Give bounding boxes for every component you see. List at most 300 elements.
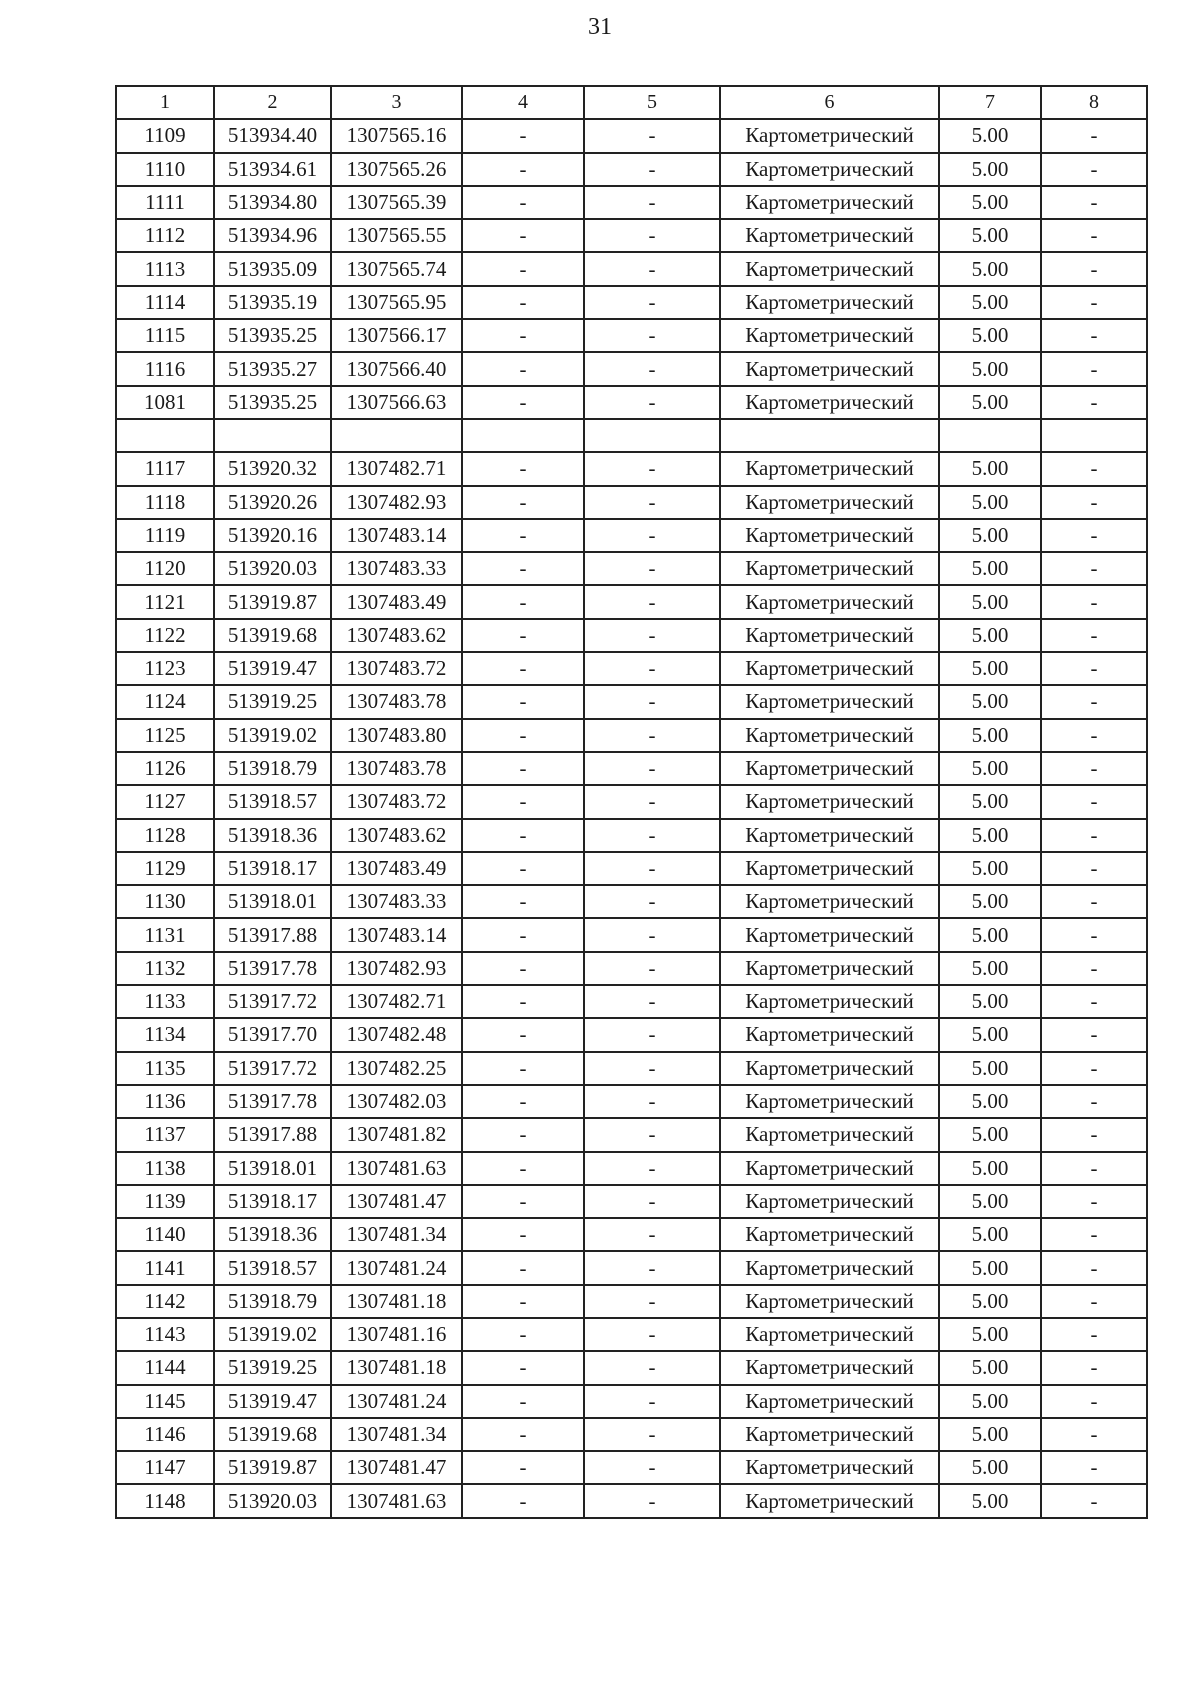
column-4-cell: - bbox=[462, 985, 584, 1018]
column-5-cell: - bbox=[584, 319, 720, 352]
column-8-cell: - bbox=[1041, 519, 1147, 552]
accuracy-cell: 5.00 bbox=[939, 1484, 1041, 1517]
x-coordinate-cell: 513919.87 bbox=[214, 585, 331, 618]
column-header: 4 bbox=[462, 86, 584, 119]
column-8-cell: - bbox=[1041, 119, 1147, 152]
point-number-cell: 1137 bbox=[116, 1118, 214, 1151]
column-8-cell: - bbox=[1041, 1052, 1147, 1085]
column-8-cell: - bbox=[1041, 219, 1147, 252]
accuracy-cell: 5.00 bbox=[939, 1152, 1041, 1185]
point-number-cell: 1121 bbox=[116, 585, 214, 618]
accuracy-cell: 5.00 bbox=[939, 1052, 1041, 1085]
accuracy-cell: 5.00 bbox=[939, 186, 1041, 219]
method-cell: Картометрический bbox=[720, 452, 939, 485]
y-coordinate-cell: 1307483.33 bbox=[331, 552, 462, 585]
column-4-cell: - bbox=[462, 1185, 584, 1218]
method-cell: Картометрический bbox=[720, 219, 939, 252]
point-number-cell: 1139 bbox=[116, 1185, 214, 1218]
point-number-cell: 1110 bbox=[116, 153, 214, 186]
point-number-cell: 1109 bbox=[116, 119, 214, 152]
column-5-cell: - bbox=[584, 452, 720, 485]
column-8-cell: - bbox=[1041, 1385, 1147, 1418]
accuracy-cell: 5.00 bbox=[939, 719, 1041, 752]
method-cell: Картометрический bbox=[720, 286, 939, 319]
column-8-cell: - bbox=[1041, 918, 1147, 951]
column-8-cell: - bbox=[1041, 552, 1147, 585]
point-number-cell: 1135 bbox=[116, 1052, 214, 1085]
column-5-cell: - bbox=[584, 885, 720, 918]
point-number-cell: 1115 bbox=[116, 319, 214, 352]
accuracy-cell: 5.00 bbox=[939, 452, 1041, 485]
accuracy-cell: 5.00 bbox=[939, 852, 1041, 885]
x-coordinate-cell: 513920.03 bbox=[214, 1484, 331, 1517]
y-coordinate-cell: 1307482.48 bbox=[331, 1018, 462, 1051]
method-cell: Картометрический bbox=[720, 486, 939, 519]
y-coordinate-cell: 1307565.26 bbox=[331, 153, 462, 186]
method-cell: Картометрический bbox=[720, 952, 939, 985]
column-header: 2 bbox=[214, 86, 331, 119]
method-cell: Картометрический bbox=[720, 1018, 939, 1051]
accuracy-cell: 5.00 bbox=[939, 219, 1041, 252]
method-cell: Картометрический bbox=[720, 1418, 939, 1451]
column-8-cell: - bbox=[1041, 1152, 1147, 1185]
column-8-cell: - bbox=[1041, 785, 1147, 818]
point-number-cell: 1146 bbox=[116, 1418, 214, 1451]
method-cell: Картометрический bbox=[720, 585, 939, 618]
x-coordinate-cell: 513918.17 bbox=[214, 1185, 331, 1218]
column-8-cell: - bbox=[1041, 852, 1147, 885]
column-4-cell: - bbox=[462, 1484, 584, 1517]
method-cell: Картометрический bbox=[720, 819, 939, 852]
column-5-cell: - bbox=[584, 252, 720, 285]
y-coordinate-cell: 1307565.74 bbox=[331, 252, 462, 285]
column-4-cell: - bbox=[462, 1052, 584, 1085]
method-cell: Картометрический bbox=[720, 119, 939, 152]
x-coordinate-cell: 513935.27 bbox=[214, 352, 331, 385]
method-cell: Картометрический bbox=[720, 1451, 939, 1484]
point-number-cell: 1144 bbox=[116, 1351, 214, 1384]
accuracy-cell: 5.00 bbox=[939, 552, 1041, 585]
x-coordinate-cell: 513935.25 bbox=[214, 319, 331, 352]
column-header: 5 bbox=[584, 86, 720, 119]
x-coordinate-cell: 513917.88 bbox=[214, 1118, 331, 1151]
method-cell: Картометрический bbox=[720, 186, 939, 219]
column-header: 1 bbox=[116, 86, 214, 119]
point-number-cell: 1124 bbox=[116, 685, 214, 718]
column-4-cell: - bbox=[462, 952, 584, 985]
table-row bbox=[116, 219, 1147, 252]
x-coordinate-cell: 513935.25 bbox=[214, 386, 331, 419]
column-4-cell: - bbox=[462, 352, 584, 385]
column-8-cell: - bbox=[1041, 1251, 1147, 1284]
column-4-cell: - bbox=[462, 386, 584, 419]
accuracy-cell: 5.00 bbox=[939, 619, 1041, 652]
table-row bbox=[116, 752, 1147, 785]
table-row bbox=[116, 419, 1147, 452]
method-cell: Картометрический bbox=[720, 1351, 939, 1384]
point-number-cell: 1125 bbox=[116, 719, 214, 752]
column-5-cell: - bbox=[584, 918, 720, 951]
accuracy-cell: 5.00 bbox=[939, 319, 1041, 352]
column-8-cell: - bbox=[1041, 186, 1147, 219]
table-row bbox=[116, 985, 1147, 1018]
column-4-cell: - bbox=[462, 752, 584, 785]
accuracy-cell bbox=[939, 419, 1041, 452]
accuracy-cell: 5.00 bbox=[939, 1351, 1041, 1384]
column-8-cell: - bbox=[1041, 352, 1147, 385]
column-8-cell: - bbox=[1041, 1318, 1147, 1351]
column-4-cell: - bbox=[462, 1085, 584, 1118]
table-row bbox=[116, 1418, 1147, 1451]
column-4-cell: - bbox=[462, 1152, 584, 1185]
y-coordinate-cell: 1307481.63 bbox=[331, 1152, 462, 1185]
y-coordinate-cell: 1307482.93 bbox=[331, 952, 462, 985]
accuracy-cell: 5.00 bbox=[939, 985, 1041, 1018]
column-5-cell: - bbox=[584, 1085, 720, 1118]
x-coordinate-cell: 513917.72 bbox=[214, 1052, 331, 1085]
point-number-cell: 1131 bbox=[116, 918, 214, 951]
y-coordinate-cell: 1307481.18 bbox=[331, 1351, 462, 1384]
table-row bbox=[116, 186, 1147, 219]
x-coordinate-cell: 513935.19 bbox=[214, 286, 331, 319]
table-row bbox=[116, 685, 1147, 718]
accuracy-cell: 5.00 bbox=[939, 1118, 1041, 1151]
x-coordinate-cell: 513934.61 bbox=[214, 153, 331, 186]
method-cell: Картометрический bbox=[720, 153, 939, 186]
method-cell: Картометрический bbox=[720, 1185, 939, 1218]
column-8-cell: - bbox=[1041, 1118, 1147, 1151]
accuracy-cell: 5.00 bbox=[939, 286, 1041, 319]
accuracy-cell: 5.00 bbox=[939, 685, 1041, 718]
column-4-cell: - bbox=[462, 1385, 584, 1418]
column-4-cell: - bbox=[462, 219, 584, 252]
column-4-cell: - bbox=[462, 1218, 584, 1251]
column-4-cell: - bbox=[462, 685, 584, 718]
x-coordinate-cell: 513919.25 bbox=[214, 1351, 331, 1384]
x-coordinate-cell: 513919.02 bbox=[214, 719, 331, 752]
point-number-cell: 1136 bbox=[116, 1085, 214, 1118]
table-row bbox=[116, 286, 1147, 319]
column-4-cell: - bbox=[462, 119, 584, 152]
table-row bbox=[116, 386, 1147, 419]
column-8-cell: - bbox=[1041, 1085, 1147, 1118]
y-coordinate-cell: 1307483.49 bbox=[331, 585, 462, 618]
table-row bbox=[116, 319, 1147, 352]
column-5-cell: - bbox=[584, 552, 720, 585]
column-4-cell: - bbox=[462, 286, 584, 319]
column-4-cell: - bbox=[462, 252, 584, 285]
column-5-cell: - bbox=[584, 1484, 720, 1517]
column-4-cell: - bbox=[462, 819, 584, 852]
table-row bbox=[116, 1218, 1147, 1251]
method-cell: Картометрический bbox=[720, 685, 939, 718]
column-8-cell: - bbox=[1041, 1218, 1147, 1251]
table-row bbox=[116, 352, 1147, 385]
table-row bbox=[116, 918, 1147, 951]
column-8-cell: - bbox=[1041, 585, 1147, 618]
accuracy-cell: 5.00 bbox=[939, 1451, 1041, 1484]
point-number-cell: 1133 bbox=[116, 985, 214, 1018]
column-5-cell: - bbox=[584, 852, 720, 885]
y-coordinate-cell: 1307481.47 bbox=[331, 1185, 462, 1218]
table-row bbox=[116, 1018, 1147, 1051]
column-5-cell: - bbox=[584, 186, 720, 219]
column-5-cell: - bbox=[584, 785, 720, 818]
accuracy-cell: 5.00 bbox=[939, 1018, 1041, 1051]
method-cell: Картометрический bbox=[720, 719, 939, 752]
accuracy-cell: 5.00 bbox=[939, 119, 1041, 152]
column-8-cell: - bbox=[1041, 1018, 1147, 1051]
x-coordinate-cell: 513917.78 bbox=[214, 952, 331, 985]
accuracy-cell: 5.00 bbox=[939, 1318, 1041, 1351]
point-number-cell: 1140 bbox=[116, 1218, 214, 1251]
method-cell: Картометрический bbox=[720, 918, 939, 951]
column-5-cell: - bbox=[584, 585, 720, 618]
column-5-cell: - bbox=[584, 652, 720, 685]
point-number-cell: 1134 bbox=[116, 1018, 214, 1051]
x-coordinate-cell: 513919.47 bbox=[214, 652, 331, 685]
method-cell: Картометрический bbox=[720, 1251, 939, 1284]
table-row bbox=[116, 452, 1147, 485]
column-5-cell: - bbox=[584, 1418, 720, 1451]
method-cell: Картометрический bbox=[720, 1385, 939, 1418]
point-number-cell: 1128 bbox=[116, 819, 214, 852]
table-row bbox=[116, 119, 1147, 152]
table-row bbox=[116, 1052, 1147, 1085]
column-8-cell: - bbox=[1041, 619, 1147, 652]
column-4-cell: - bbox=[462, 1118, 584, 1151]
column-8-cell: - bbox=[1041, 985, 1147, 1018]
y-coordinate-cell: 1307481.18 bbox=[331, 1285, 462, 1318]
accuracy-cell: 5.00 bbox=[939, 486, 1041, 519]
column-5-cell: - bbox=[584, 352, 720, 385]
column-8-cell: - bbox=[1041, 1451, 1147, 1484]
point-number-cell: 1126 bbox=[116, 752, 214, 785]
table-row bbox=[116, 1318, 1147, 1351]
table-row bbox=[116, 1185, 1147, 1218]
accuracy-cell: 5.00 bbox=[939, 752, 1041, 785]
accuracy-cell: 5.00 bbox=[939, 918, 1041, 951]
column-header: 6 bbox=[720, 86, 939, 119]
table-body bbox=[116, 119, 1147, 1517]
point-number-cell: 1127 bbox=[116, 785, 214, 818]
column-8-cell: - bbox=[1041, 652, 1147, 685]
y-coordinate-cell: 1307483.14 bbox=[331, 519, 462, 552]
x-coordinate-cell: 513917.72 bbox=[214, 985, 331, 1018]
accuracy-cell: 5.00 bbox=[939, 885, 1041, 918]
table-row bbox=[116, 153, 1147, 186]
point-number-cell: 1130 bbox=[116, 885, 214, 918]
x-coordinate-cell: 513918.79 bbox=[214, 1285, 331, 1318]
y-coordinate-cell: 1307481.47 bbox=[331, 1451, 462, 1484]
point-number-cell: 1116 bbox=[116, 352, 214, 385]
column-5-cell: - bbox=[584, 119, 720, 152]
point-number-cell: 1145 bbox=[116, 1385, 214, 1418]
x-coordinate-cell: 513919.02 bbox=[214, 1318, 331, 1351]
table-row bbox=[116, 785, 1147, 818]
accuracy-cell: 5.00 bbox=[939, 252, 1041, 285]
y-coordinate-cell: 1307481.63 bbox=[331, 1484, 462, 1517]
x-coordinate-cell: 513918.17 bbox=[214, 852, 331, 885]
method-cell: Картометрический bbox=[720, 1318, 939, 1351]
point-number-cell: 1113 bbox=[116, 252, 214, 285]
column-8-cell: - bbox=[1041, 719, 1147, 752]
column-8-cell: - bbox=[1041, 319, 1147, 352]
column-8-cell: - bbox=[1041, 952, 1147, 985]
column-4-cell: - bbox=[462, 486, 584, 519]
accuracy-cell: 5.00 bbox=[939, 386, 1041, 419]
y-coordinate-cell: 1307565.16 bbox=[331, 119, 462, 152]
column-4-cell: - bbox=[462, 153, 584, 186]
column-5-cell: - bbox=[584, 1152, 720, 1185]
column-4-cell: - bbox=[462, 1285, 584, 1318]
x-coordinate-cell: 513918.79 bbox=[214, 752, 331, 785]
table-row bbox=[116, 252, 1147, 285]
column-5-cell: - bbox=[584, 952, 720, 985]
y-coordinate-cell: 1307483.14 bbox=[331, 918, 462, 951]
x-coordinate-cell: 513918.01 bbox=[214, 1152, 331, 1185]
table-row bbox=[116, 1285, 1147, 1318]
method-cell: Картометрический bbox=[720, 985, 939, 1018]
x-coordinate-cell: 513919.25 bbox=[214, 685, 331, 718]
column-8-cell: - bbox=[1041, 252, 1147, 285]
column-4-cell: - bbox=[462, 319, 584, 352]
point-number-cell: 1122 bbox=[116, 619, 214, 652]
point-number-cell: 1119 bbox=[116, 519, 214, 552]
y-coordinate-cell: 1307565.95 bbox=[331, 286, 462, 319]
y-coordinate-cell: 1307566.17 bbox=[331, 319, 462, 352]
table-row bbox=[116, 1118, 1147, 1151]
column-4-cell: - bbox=[462, 918, 584, 951]
point-number-cell: 1138 bbox=[116, 1152, 214, 1185]
accuracy-cell: 5.00 bbox=[939, 585, 1041, 618]
accuracy-cell: 5.00 bbox=[939, 819, 1041, 852]
column-5-cell: - bbox=[584, 286, 720, 319]
column-header: 3 bbox=[331, 86, 462, 119]
table-row bbox=[116, 1251, 1147, 1284]
column-5-cell: - bbox=[584, 985, 720, 1018]
y-coordinate-cell: 1307483.80 bbox=[331, 719, 462, 752]
method-cell: Картометрический bbox=[720, 785, 939, 818]
accuracy-cell: 5.00 bbox=[939, 1251, 1041, 1284]
method-cell: Картометрический bbox=[720, 1052, 939, 1085]
x-coordinate-cell: 513920.32 bbox=[214, 452, 331, 485]
y-coordinate-cell: 1307481.82 bbox=[331, 1118, 462, 1151]
method-cell bbox=[720, 419, 939, 452]
table-row bbox=[116, 1085, 1147, 1118]
y-coordinate-cell: 1307482.71 bbox=[331, 985, 462, 1018]
y-coordinate-cell: 1307483.72 bbox=[331, 652, 462, 685]
coordinates-table bbox=[115, 85, 1148, 1519]
column-5-cell: - bbox=[584, 219, 720, 252]
method-cell: Картометрический bbox=[720, 619, 939, 652]
column-5-cell: - bbox=[584, 1351, 720, 1384]
table-row bbox=[116, 1351, 1147, 1384]
column-8-cell: - bbox=[1041, 286, 1147, 319]
column-5-cell: - bbox=[584, 685, 720, 718]
table-row bbox=[116, 1152, 1147, 1185]
x-coordinate-cell: 513917.78 bbox=[214, 1085, 331, 1118]
point-number-cell: 1123 bbox=[116, 652, 214, 685]
x-coordinate-cell: 513934.40 bbox=[214, 119, 331, 152]
y-coordinate-cell: 1307481.16 bbox=[331, 1318, 462, 1351]
method-cell: Картометрический bbox=[720, 1085, 939, 1118]
column-8-cell: - bbox=[1041, 1351, 1147, 1384]
table-row bbox=[116, 552, 1147, 585]
y-coordinate-cell: 1307481.34 bbox=[331, 1418, 462, 1451]
table-row bbox=[116, 1484, 1147, 1517]
x-coordinate-cell: 513919.87 bbox=[214, 1451, 331, 1484]
x-coordinate-cell: 513934.80 bbox=[214, 186, 331, 219]
point-number-cell: 1147 bbox=[116, 1451, 214, 1484]
column-8-cell: - bbox=[1041, 1418, 1147, 1451]
column-5-cell: - bbox=[584, 386, 720, 419]
column-header: 8 bbox=[1041, 86, 1147, 119]
table-row bbox=[116, 885, 1147, 918]
method-cell: Картометрический bbox=[720, 552, 939, 585]
table-row bbox=[116, 852, 1147, 885]
method-cell: Картометрический bbox=[720, 852, 939, 885]
x-coordinate-cell: 513934.96 bbox=[214, 219, 331, 252]
column-4-cell bbox=[462, 419, 584, 452]
method-cell: Картометрический bbox=[720, 519, 939, 552]
column-5-cell: - bbox=[584, 1218, 720, 1251]
x-coordinate-cell: 513919.68 bbox=[214, 619, 331, 652]
column-8-cell: - bbox=[1041, 819, 1147, 852]
table-row bbox=[116, 619, 1147, 652]
table-header-row bbox=[116, 86, 1147, 119]
column-8-cell bbox=[1041, 419, 1147, 452]
method-cell: Картометрический bbox=[720, 352, 939, 385]
column-8-cell: - bbox=[1041, 486, 1147, 519]
point-number-cell: 1129 bbox=[116, 852, 214, 885]
y-coordinate-cell: 1307481.24 bbox=[331, 1251, 462, 1284]
column-5-cell: - bbox=[584, 1052, 720, 1085]
accuracy-cell: 5.00 bbox=[939, 1418, 1041, 1451]
column-5-cell: - bbox=[584, 1385, 720, 1418]
y-coordinate-cell: 1307481.34 bbox=[331, 1218, 462, 1251]
point-number-cell: 1143 bbox=[116, 1318, 214, 1351]
column-8-cell: - bbox=[1041, 885, 1147, 918]
method-cell: Картометрический bbox=[720, 1285, 939, 1318]
column-4-cell: - bbox=[462, 519, 584, 552]
x-coordinate-cell: 513920.03 bbox=[214, 552, 331, 585]
accuracy-cell: 5.00 bbox=[939, 153, 1041, 186]
y-coordinate-cell bbox=[331, 419, 462, 452]
x-coordinate-cell: 513917.70 bbox=[214, 1018, 331, 1051]
column-8-cell: - bbox=[1041, 1285, 1147, 1318]
column-5-cell: - bbox=[584, 1185, 720, 1218]
point-number-cell: 1141 bbox=[116, 1251, 214, 1284]
y-coordinate-cell: 1307482.71 bbox=[331, 452, 462, 485]
column-header: 7 bbox=[939, 86, 1041, 119]
method-cell: Картометрический bbox=[720, 752, 939, 785]
column-4-cell: - bbox=[462, 885, 584, 918]
column-8-cell: - bbox=[1041, 752, 1147, 785]
column-5-cell: - bbox=[584, 153, 720, 186]
x-coordinate-cell bbox=[214, 419, 331, 452]
method-cell: Картометрический bbox=[720, 652, 939, 685]
column-4-cell: - bbox=[462, 1251, 584, 1284]
y-coordinate-cell: 1307566.40 bbox=[331, 352, 462, 385]
method-cell: Картометрический bbox=[720, 1118, 939, 1151]
column-4-cell: - bbox=[462, 186, 584, 219]
table-row bbox=[116, 1451, 1147, 1484]
table-row bbox=[116, 519, 1147, 552]
column-5-cell: - bbox=[584, 752, 720, 785]
table-row bbox=[116, 585, 1147, 618]
point-number-cell: 1142 bbox=[116, 1285, 214, 1318]
